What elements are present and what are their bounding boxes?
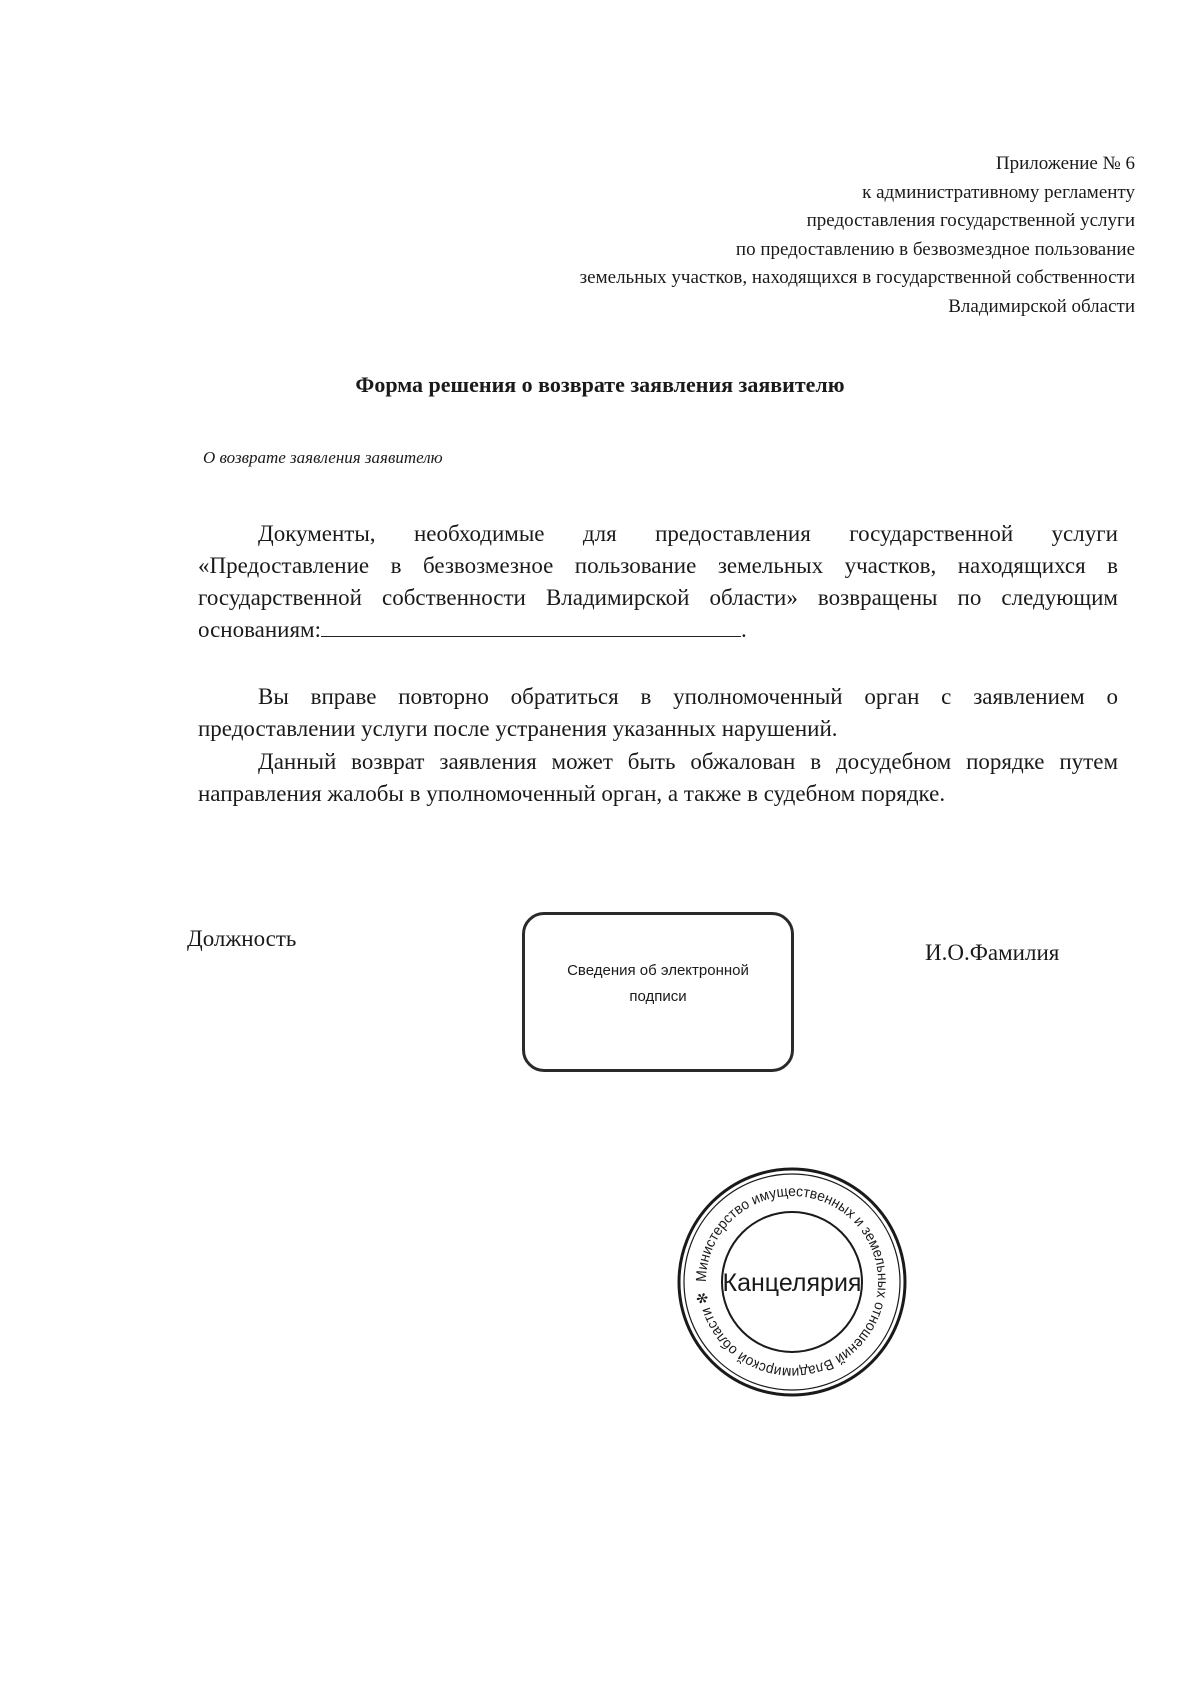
- stamp-center-text: Канцелярия: [722, 1269, 862, 1297]
- paragraph-appeal-text: Данный возврат заявления может быть обжалован в досудебном порядке путем направления жалобы в уполномоченный орган, а также в судебном порядке.: [198, 749, 1118, 806]
- document-title: Форма решения о возврате заявления заявителю: [355, 372, 845, 397]
- grounds-blank-line: [321, 616, 741, 637]
- appendix-line: Приложение № 6: [995, 153, 1135, 174]
- paragraph-reapply: [198, 681, 1118, 745]
- document-subject: О возврате заявления заявителю: [203, 448, 443, 467]
- appendix-line: земельных участков, находящихся в государственной собственности: [579, 267, 1135, 288]
- appendix-line: к административному регламенту: [862, 181, 1135, 203]
- stamp-ring-text: Министерство имущественных и земельных отношений Владимирской области ✻: [693, 1183, 891, 1381]
- paragraph-grounds-text: Документы, необходимые для предоставления государственной услуги «Предоставление в безвозмезное пользование земельных участков, находящихся в государственной собственности Владимирской области» возвращены по следующим основаниям:: [198, 521, 1118, 642]
- appendix-line: Владимирской области: [948, 295, 1135, 317]
- electronic-signature-box: [522, 912, 794, 1072]
- paragraph-grounds: [198, 518, 1118, 646]
- name-label: И.О.Фамилия: [925, 940, 1060, 965]
- electronic-signature-text: Сведения об электронной подписи: [567, 962, 749, 1005]
- stamp-seal-graphic: [672, 1162, 912, 1402]
- appendix-line: по предоставлению в безвозмездное пользование: [735, 238, 1135, 260]
- paragraph-appeal: [198, 746, 1118, 810]
- appendix-line: предоставления государственной услуги: [806, 210, 1135, 231]
- office-stamp: [672, 1162, 912, 1402]
- paragraph-grounds-end: .: [741, 617, 747, 642]
- position-label: Должность: [187, 926, 297, 951]
- appendix-header: [415, 150, 1135, 321]
- paragraph-reapply-text: Вы вправе повторно обратиться в уполномоченный орган с заявлением о предоставлении услуги после устранения указанных нарушений.: [198, 684, 1118, 741]
